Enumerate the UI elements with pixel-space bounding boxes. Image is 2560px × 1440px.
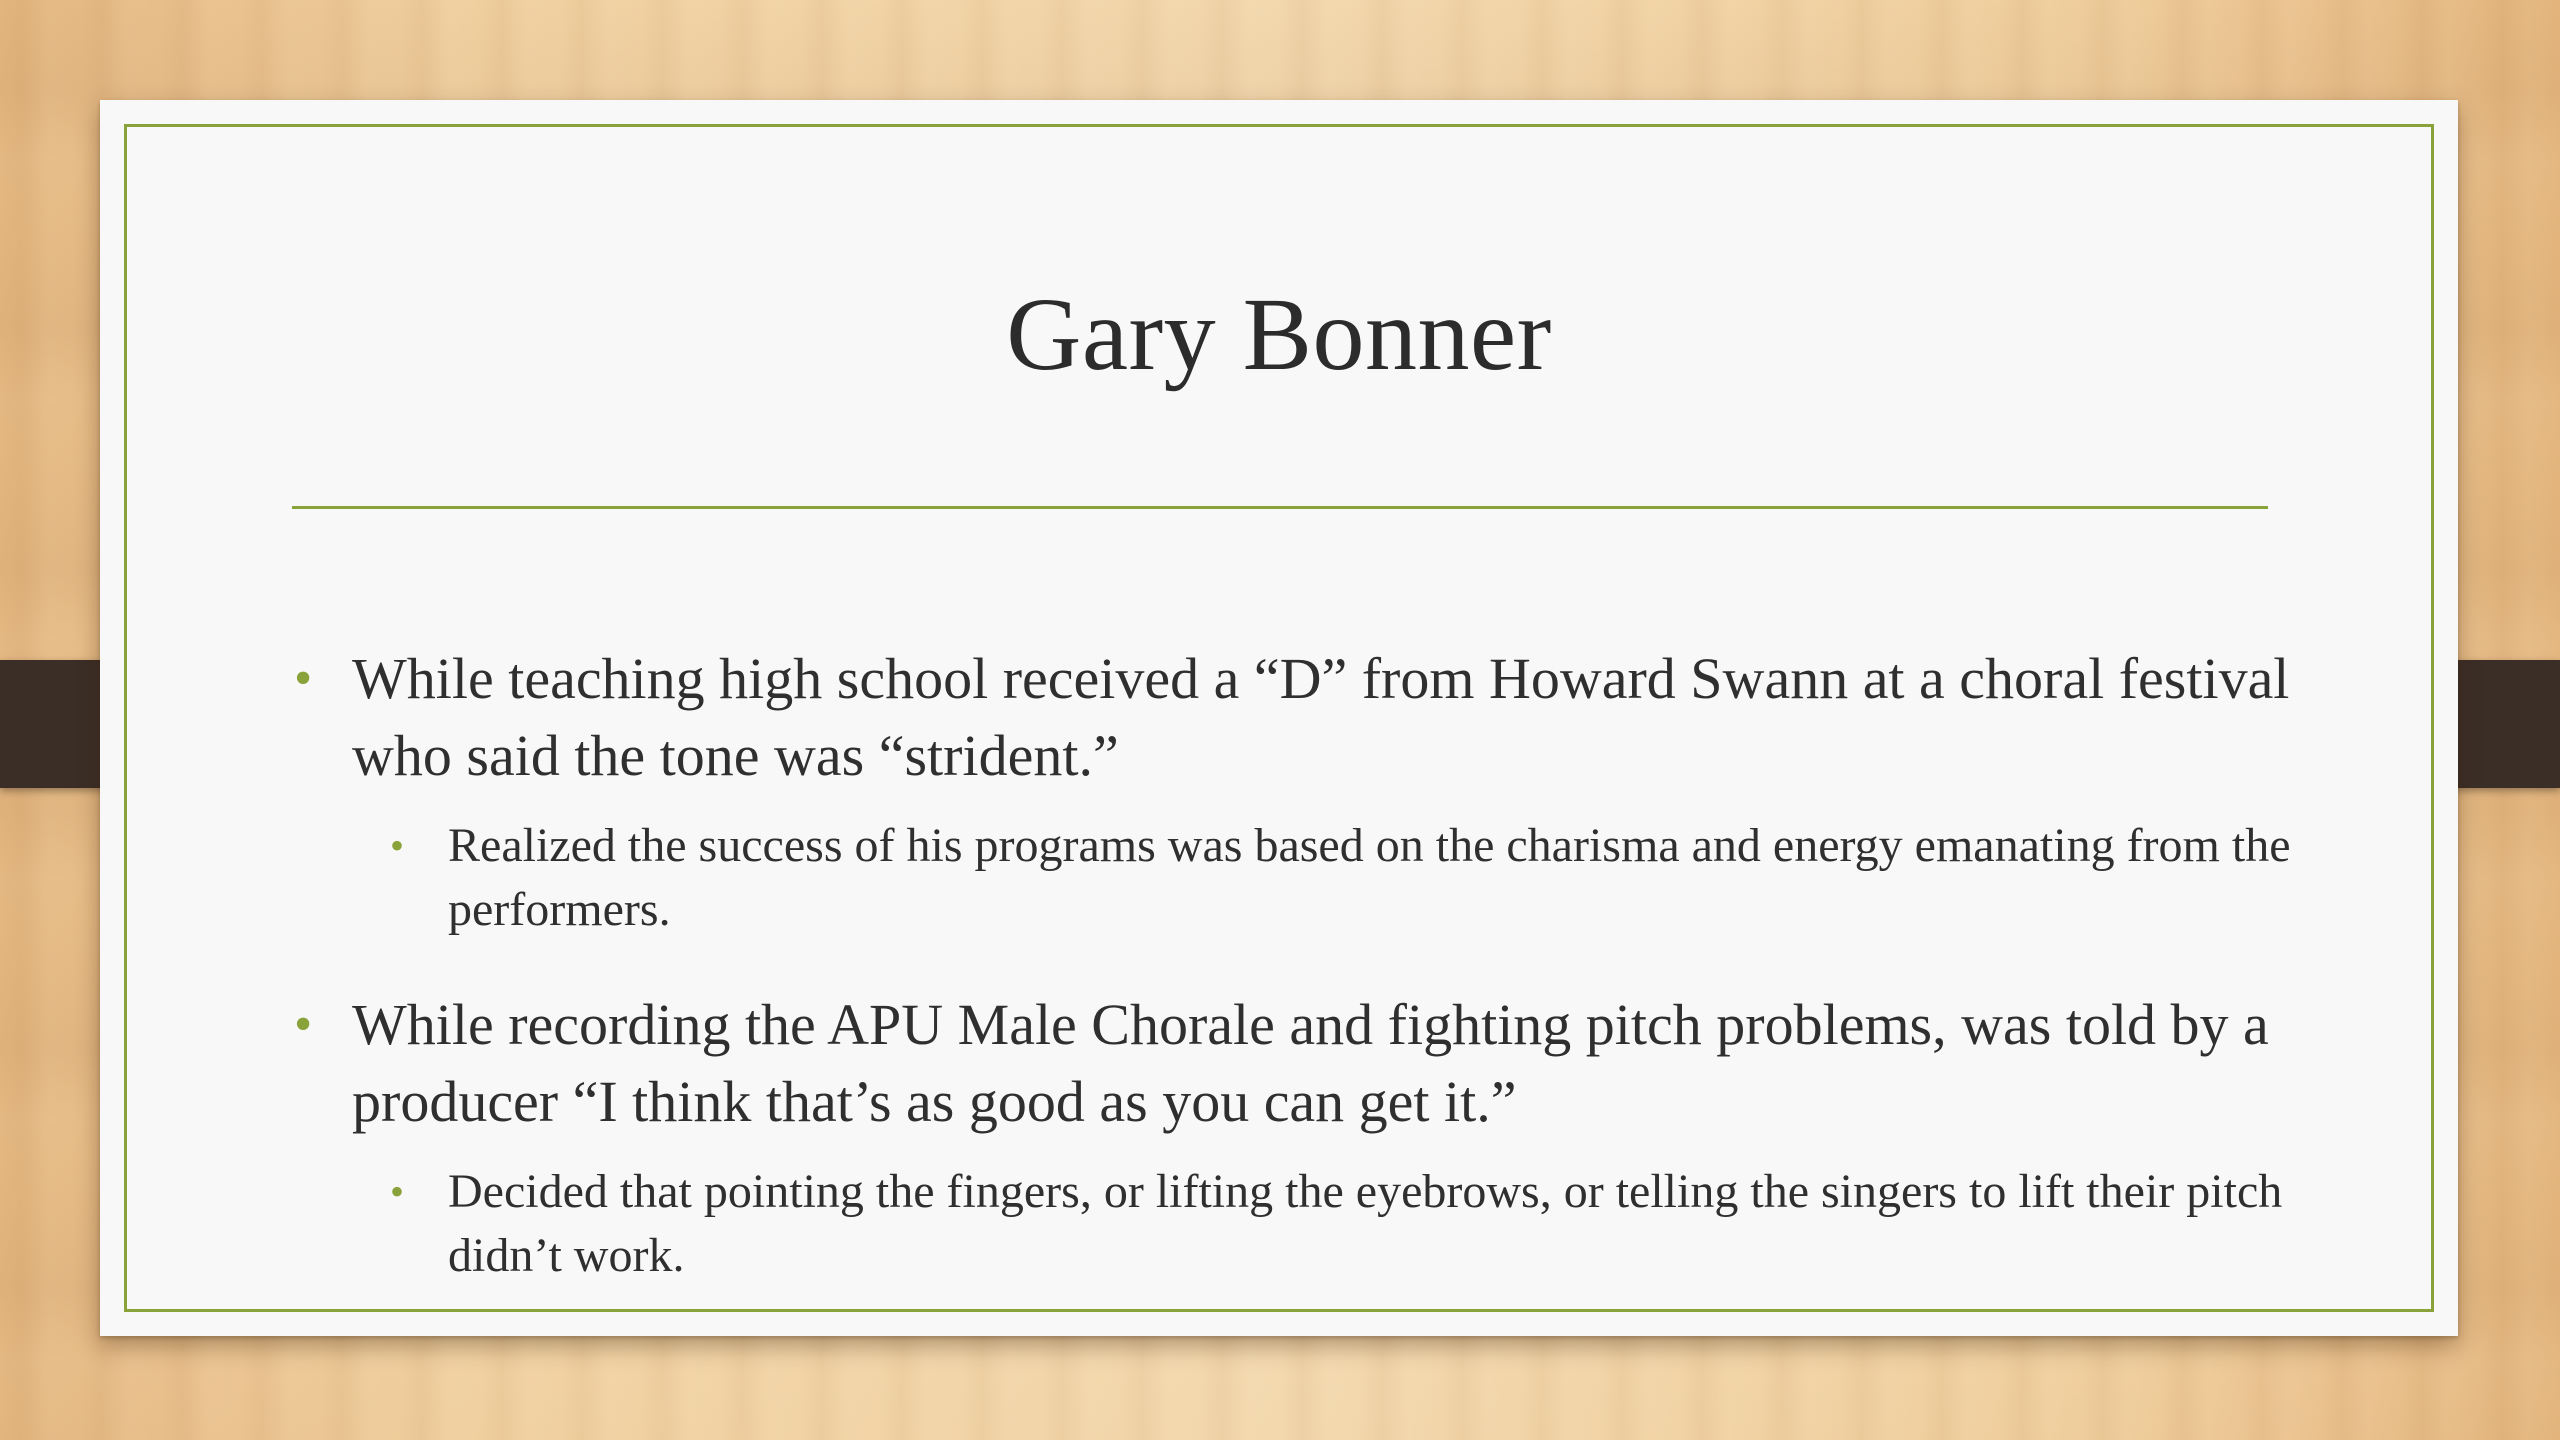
sub-bullet-text: Realized the success of his programs was based on the charisma and energy emanating from the performers. [448,819,2291,936]
sub-bullet-item [292,1160,2292,1288]
bullet-text: While recording the APU Male Chorale and fighting pitch problems, was told by a producer “I think that’s as good as you can get it.” [352,992,2269,1134]
sub-bullet-item [292,814,2292,942]
bullet-dot-icon: • [294,996,313,1053]
slide-card [100,100,2458,1336]
sub-bullet-dot-icon: • [390,823,405,868]
bullet-item [292,640,2292,794]
slide-content [292,640,2292,1332]
sub-bullet-text: Decided that pointing the fingers, or lifting the eyebrows, or telling the singers to lift their pitch didn’t work. [448,1165,2283,1282]
slide-title: Gary Bonner [1006,277,1552,392]
bullet-text: While teaching high school received a “D” from Howard Swann at a choral festival who said the tone was “strident.” [352,646,2290,788]
bullet-dot-icon: • [294,650,313,707]
sub-bullet-dot-icon: • [390,1169,405,1214]
title-divider [292,506,2268,509]
bullet-item [292,986,2292,1140]
